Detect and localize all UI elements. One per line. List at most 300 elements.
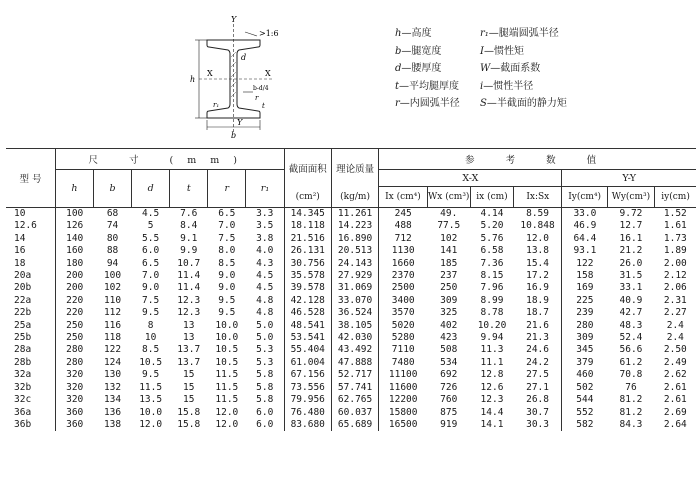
table-cell: 582 bbox=[562, 419, 607, 431]
table-cell: 80 bbox=[106, 232, 119, 244]
table-cell: 18.9 bbox=[526, 294, 549, 306]
cell-model: 25b bbox=[14, 332, 32, 344]
table-cell: 36.524 bbox=[331, 307, 378, 319]
cell-model: 22a bbox=[14, 294, 32, 306]
label-r: r bbox=[255, 94, 259, 102]
table-cell: 33.0 bbox=[562, 208, 607, 221]
table-cell: 47.888 bbox=[331, 357, 378, 369]
table-cell: 100 bbox=[103, 270, 122, 282]
table-cell: 12.6 bbox=[480, 381, 504, 393]
table-cell: 141 bbox=[440, 245, 458, 257]
table-cell: 48.541 bbox=[284, 320, 331, 332]
table-cell: 11600 bbox=[379, 382, 427, 394]
table-cell: 60.037 bbox=[331, 407, 378, 419]
table-cell: 7.0 bbox=[142, 270, 160, 282]
table-cell: 4.5 bbox=[142, 208, 160, 219]
table-cell: 11.5 bbox=[215, 381, 239, 393]
table-cell: 5280 bbox=[379, 332, 427, 344]
table-cell: 112 bbox=[103, 307, 122, 319]
cell-model: 20a bbox=[14, 270, 32, 282]
table-cell: 320 bbox=[55, 369, 93, 381]
table-cell: 12.3 bbox=[177, 307, 201, 319]
table-cell: 12200 bbox=[379, 394, 427, 406]
header-t: t bbox=[170, 170, 208, 208]
table-cell: 33.1 bbox=[619, 282, 643, 294]
table-cell: 1130 bbox=[379, 245, 427, 257]
table-cell: 21.516 bbox=[284, 233, 331, 245]
table-cell: 14.4 bbox=[480, 406, 504, 418]
table-cell: 12.0 bbox=[526, 232, 549, 244]
table-row bbox=[6, 382, 696, 394]
label-x-left: X bbox=[207, 69, 213, 78]
table-cell: 134 bbox=[103, 394, 122, 406]
table-cell: 239 bbox=[562, 307, 607, 319]
table-cell: 6.0 bbox=[256, 406, 274, 418]
table-cell: 88 bbox=[106, 245, 119, 257]
header-wy: Wy(cm³) bbox=[607, 187, 654, 208]
table-cell: 52.717 bbox=[331, 369, 378, 381]
table-cell: 2.50 bbox=[663, 344, 687, 356]
table-cell: 30.3 bbox=[526, 418, 549, 430]
table-cell: 7.6 bbox=[180, 208, 198, 219]
table-cell: 48.3 bbox=[619, 319, 643, 331]
table-cell: 10.848 bbox=[520, 220, 555, 232]
table-cell: 5.8 bbox=[256, 369, 274, 381]
table-cell: 132 bbox=[103, 381, 122, 393]
table-cell: 2.31 bbox=[663, 294, 687, 306]
table-row bbox=[6, 233, 696, 245]
table-cell: 2.61 bbox=[663, 394, 687, 406]
table-cell: 3400 bbox=[379, 295, 427, 307]
table-cell: 84.3 bbox=[619, 418, 643, 430]
table-row bbox=[6, 320, 696, 332]
table-row bbox=[6, 407, 696, 419]
cell-model: 28b bbox=[14, 356, 32, 368]
table-cell: 1.89 bbox=[663, 245, 687, 257]
table-row bbox=[6, 394, 696, 406]
table-cell: 39.578 bbox=[284, 282, 331, 294]
label-t: t bbox=[262, 102, 265, 110]
table-cell: 726 bbox=[440, 381, 458, 393]
cell-model: 32a bbox=[14, 369, 32, 381]
table-cell: 38.105 bbox=[331, 320, 378, 332]
table-cell: 138 bbox=[103, 418, 122, 430]
cell-model: 36b bbox=[14, 418, 32, 430]
table-cell: 76 bbox=[625, 381, 637, 393]
table-cell: 10.5 bbox=[215, 344, 239, 356]
table-cell: 56.6 bbox=[619, 344, 643, 356]
table-cell: 18.118 bbox=[284, 220, 331, 232]
table-cell: 15.8 bbox=[177, 418, 201, 430]
table-cell: 180 bbox=[55, 258, 93, 270]
table-cell: 100 bbox=[55, 208, 93, 221]
table-cell: 7480 bbox=[379, 357, 427, 369]
table-cell: 53.541 bbox=[284, 332, 331, 344]
table-cell: 12.3 bbox=[480, 394, 504, 406]
table-cell: 27.5 bbox=[526, 369, 549, 381]
table-cell: 402 bbox=[440, 319, 458, 331]
table-cell: 15 bbox=[183, 369, 195, 381]
table-cell: 94 bbox=[106, 257, 119, 269]
table-cell: 2.4 bbox=[666, 319, 684, 331]
table-cell: 18.7 bbox=[526, 307, 549, 319]
header-iy-radius: iy(cm) bbox=[655, 187, 696, 208]
table-cell: 6.0 bbox=[256, 418, 274, 430]
table-cell: 55.404 bbox=[284, 344, 331, 356]
label-slope: >1:6 bbox=[259, 29, 279, 38]
legend-item: d—腰厚度 bbox=[395, 63, 442, 74]
table-cell: 4.8 bbox=[256, 307, 274, 319]
table-cell: 122 bbox=[103, 344, 122, 356]
table-cell: 30.756 bbox=[284, 258, 331, 270]
symbol-legend bbox=[395, 25, 695, 140]
table-cell: 7.0 bbox=[218, 220, 236, 232]
table-cell: 10.0 bbox=[215, 332, 239, 344]
table-cell: 9.72 bbox=[619, 208, 643, 219]
table-cell: 76.480 bbox=[284, 407, 331, 419]
table-cell: 280 bbox=[55, 357, 93, 369]
cell-model: 25a bbox=[14, 319, 32, 331]
table-cell: 62.765 bbox=[331, 394, 378, 406]
table-cell: 379 bbox=[562, 357, 607, 369]
table-cell: 14.1 bbox=[480, 418, 504, 430]
table-cell: 1.52 bbox=[663, 208, 687, 219]
table-cell: 8.5 bbox=[142, 344, 160, 356]
table-cell: 17.2 bbox=[526, 270, 549, 282]
table-cell: 250 bbox=[55, 320, 93, 332]
table-cell: 8.0 bbox=[218, 245, 236, 257]
table-cell: 280 bbox=[562, 320, 607, 332]
table-cell: 15 bbox=[183, 381, 195, 393]
table-cell: 16500 bbox=[379, 419, 427, 431]
table-cell: 160 bbox=[55, 245, 93, 257]
table-cell: 61.004 bbox=[284, 357, 331, 369]
header-b: b bbox=[94, 170, 132, 208]
table-cell: 5.8 bbox=[256, 381, 274, 393]
cell-model: 12.6 bbox=[14, 220, 37, 232]
header-xx: X-X bbox=[379, 170, 562, 187]
cell-model: 14 bbox=[14, 232, 26, 244]
table-cell: 225 bbox=[562, 295, 607, 307]
table-cell: 7.96 bbox=[480, 282, 504, 294]
table-cell: 10.0 bbox=[215, 319, 239, 331]
label-r1: r₁ bbox=[213, 101, 220, 109]
table-cell: 8.78 bbox=[480, 307, 504, 319]
table-cell: 21.6 bbox=[526, 319, 549, 331]
table-cell: 65.689 bbox=[331, 419, 378, 431]
table-cell: 9.5 bbox=[142, 369, 160, 381]
table-cell: 21.2 bbox=[619, 245, 643, 257]
table-cell: 534 bbox=[440, 356, 458, 368]
table-cell: 81.2 bbox=[619, 394, 643, 406]
table-row bbox=[6, 220, 696, 232]
table-cell: 6.58 bbox=[480, 245, 504, 257]
cell-model: 36a bbox=[14, 406, 32, 418]
table-cell: 16.1 bbox=[619, 232, 643, 244]
table-cell: 9.0 bbox=[142, 282, 160, 294]
table-cell: 12.0 bbox=[215, 406, 239, 418]
table-cell: 200 bbox=[55, 270, 93, 282]
table-cell: 10.5 bbox=[139, 356, 163, 368]
table-cell: 10.7 bbox=[177, 257, 201, 269]
table-cell: 5.8 bbox=[256, 394, 274, 406]
table-cell: 3.5 bbox=[256, 220, 274, 232]
table-row bbox=[6, 208, 696, 221]
header-d: d bbox=[132, 170, 170, 208]
table-cell: 102 bbox=[440, 232, 458, 244]
legend-item: i—惯性半径 bbox=[480, 80, 534, 92]
table-cell: 8.59 bbox=[526, 208, 549, 219]
table-cell: 14.223 bbox=[331, 220, 378, 232]
table-cell: 12.3 bbox=[177, 294, 201, 306]
table-cell: 4.3 bbox=[256, 257, 274, 269]
table-cell: 13 bbox=[183, 319, 195, 331]
table-cell: 7.5 bbox=[142, 294, 160, 306]
table-cell: 2.62 bbox=[663, 369, 687, 381]
table-row bbox=[6, 307, 696, 319]
table-cell: 67.156 bbox=[284, 369, 331, 381]
table-cell: 320 bbox=[55, 394, 93, 406]
cell-model: 22b bbox=[14, 307, 32, 319]
table-cell: 52.4 bbox=[619, 332, 643, 344]
table-cell: 26.131 bbox=[284, 245, 331, 257]
legend-item: I—惯性矩 bbox=[480, 45, 524, 57]
legend-item: r—内圆弧半径 bbox=[395, 98, 460, 109]
legend-item: t—平均腿厚度 bbox=[395, 80, 460, 92]
table-cell: 15.4 bbox=[526, 257, 549, 269]
table-cell: 2.64 bbox=[663, 418, 687, 430]
table-cell: 250 bbox=[55, 332, 93, 344]
table-cell: 77.5 bbox=[437, 220, 461, 232]
table-cell: 40.9 bbox=[619, 294, 643, 306]
table-cell: 169 bbox=[562, 282, 607, 294]
table-cell: 237 bbox=[440, 270, 458, 282]
table-cell: 5 bbox=[147, 220, 154, 232]
table-cell: 488 bbox=[379, 220, 427, 232]
cell-model: 32c bbox=[14, 394, 32, 406]
table-cell: 10.5 bbox=[215, 356, 239, 368]
table-cell: 5.20 bbox=[480, 220, 504, 232]
legend-column-right bbox=[480, 25, 567, 113]
table-cell: 6.5 bbox=[142, 257, 160, 269]
header-reference: 参 考 数 值 bbox=[379, 149, 696, 170]
table-cell: 10.20 bbox=[477, 319, 507, 331]
table-cell: 11100 bbox=[379, 369, 427, 381]
table-cell: 124 bbox=[103, 356, 122, 368]
header-h: h bbox=[55, 170, 93, 208]
table-cell: 9.0 bbox=[218, 270, 236, 282]
table-cell: 8.15 bbox=[480, 270, 504, 282]
table-cell: 27.1 bbox=[526, 381, 549, 393]
table-cell: 11.4 bbox=[177, 270, 201, 282]
table-cell: 5.76 bbox=[480, 232, 504, 244]
table-cell: 140 bbox=[55, 233, 93, 245]
table-cell: 13.8 bbox=[526, 245, 549, 257]
table-cell: 360 bbox=[55, 407, 93, 419]
table-body bbox=[6, 208, 696, 432]
table-cell: 83.680 bbox=[284, 419, 331, 431]
table-cell: 12.0 bbox=[139, 418, 163, 430]
legend-column-left bbox=[395, 25, 460, 113]
header-area-unit: (cm²) bbox=[284, 187, 331, 208]
table-cell: 9.94 bbox=[480, 332, 504, 344]
table-cell: 7.36 bbox=[480, 257, 504, 269]
table-cell: 43.492 bbox=[331, 344, 378, 356]
table-cell: 3.3 bbox=[256, 208, 274, 219]
table-cell: 502 bbox=[562, 382, 607, 394]
table-cell: 2.4 bbox=[666, 332, 684, 344]
table-cell: 61.2 bbox=[619, 356, 643, 368]
legend-item: r₁—腿端圆弧半径 bbox=[480, 28, 559, 39]
table-cell: 74 bbox=[106, 220, 119, 232]
table-cell: 6.5 bbox=[218, 208, 236, 219]
header-r: r bbox=[208, 170, 246, 208]
header-iy-moment: Iy(cm⁴) bbox=[562, 187, 607, 208]
legend-item: S—半截面的静力矩 bbox=[480, 98, 567, 109]
table-cell: 6.0 bbox=[142, 245, 160, 257]
table-row bbox=[6, 344, 696, 356]
table-cell: 712 bbox=[379, 233, 427, 245]
table-cell: 320 bbox=[55, 382, 93, 394]
table-cell: 9.5 bbox=[218, 307, 236, 319]
table-cell: 26.0 bbox=[619, 257, 643, 269]
table-cell: 2.27 bbox=[663, 307, 687, 319]
table-cell: 12.8 bbox=[480, 369, 504, 381]
table-cell: 16.890 bbox=[331, 233, 378, 245]
table-cell: 919 bbox=[440, 418, 458, 430]
table-cell: 10.0 bbox=[139, 406, 163, 418]
label-y-top: Y bbox=[231, 15, 237, 24]
table-cell: 5.0 bbox=[256, 319, 274, 331]
table-cell: 12.0 bbox=[215, 418, 239, 430]
table-cell: 70.8 bbox=[619, 369, 643, 381]
table-cell: 4.5 bbox=[256, 270, 274, 282]
table-header bbox=[6, 149, 696, 208]
table-cell: 20.513 bbox=[331, 245, 378, 257]
table-cell: 2.00 bbox=[663, 257, 687, 269]
table-cell: 8.5 bbox=[218, 257, 236, 269]
table-cell: 1660 bbox=[379, 258, 427, 270]
table-cell: 309 bbox=[440, 294, 458, 306]
table-cell: 122 bbox=[562, 258, 607, 270]
table-cell: 245 bbox=[379, 208, 427, 221]
table-cell: 2.49 bbox=[663, 356, 687, 368]
table-cell: 309 bbox=[562, 332, 607, 344]
table-cell: 21.3 bbox=[526, 332, 549, 344]
header-r1: r₁ bbox=[246, 170, 284, 208]
legend-item: b—腿宽度 bbox=[395, 45, 442, 57]
table-cell: 13.7 bbox=[177, 344, 201, 356]
table-cell: 11.1 bbox=[480, 356, 504, 368]
table-cell: 11.261 bbox=[331, 208, 378, 221]
table-cell: 9.9 bbox=[180, 245, 198, 257]
table-cell: 35.578 bbox=[284, 270, 331, 282]
table-cell: 110 bbox=[103, 294, 122, 306]
table-cell: 3.8 bbox=[256, 232, 274, 244]
table-cell: 14.345 bbox=[284, 208, 331, 221]
header-mass-unit: (kg/m) bbox=[331, 187, 378, 208]
cell-model: 28a bbox=[14, 344, 32, 356]
table-cell: 7.5 bbox=[218, 232, 236, 244]
table-cell: 64.4 bbox=[562, 233, 607, 245]
table-cell: 5020 bbox=[379, 320, 427, 332]
table-cell: 5.3 bbox=[256, 344, 274, 356]
table-cell: 508 bbox=[440, 344, 458, 356]
table-cell: 26.8 bbox=[526, 394, 549, 406]
table-cell: 9.0 bbox=[218, 282, 236, 294]
table-cell: 15.8 bbox=[177, 406, 201, 418]
table-cell: 5.5 bbox=[142, 232, 160, 244]
table-cell: 2500 bbox=[379, 282, 427, 294]
table-cell: 126 bbox=[55, 220, 93, 232]
table-cell: 220 bbox=[55, 307, 93, 319]
table-cell: 760 bbox=[440, 394, 458, 406]
cell-model: 18 bbox=[14, 257, 26, 269]
table-cell: 460 bbox=[562, 369, 607, 381]
table-cell: 280 bbox=[55, 344, 93, 356]
table-cell: 79.956 bbox=[284, 394, 331, 406]
table-cell: 552 bbox=[562, 407, 607, 419]
table-row bbox=[6, 332, 696, 344]
table-cell: 46.9 bbox=[562, 220, 607, 232]
table-cell: 136 bbox=[103, 406, 122, 418]
table-cell: 875 bbox=[440, 406, 458, 418]
table-cell: 250 bbox=[440, 282, 458, 294]
table-cell: 8.4 bbox=[180, 220, 198, 232]
table-cell: 1.61 bbox=[663, 220, 687, 232]
table-cell: 8.99 bbox=[480, 294, 504, 306]
i-beam-properties-table bbox=[6, 148, 696, 431]
table-cell: 9.5 bbox=[142, 307, 160, 319]
table-cell: 692 bbox=[440, 369, 458, 381]
label-b-d-4: b-d/4 bbox=[253, 85, 269, 92]
table-row bbox=[6, 245, 696, 257]
table-cell: 3570 bbox=[379, 307, 427, 319]
table-cell: 81.2 bbox=[619, 406, 643, 418]
table-cell: 2.61 bbox=[663, 381, 687, 393]
cell-model: 20b bbox=[14, 282, 32, 294]
label-b: b bbox=[231, 131, 237, 140]
cell-model: 10 bbox=[14, 208, 26, 219]
table-cell: 57.741 bbox=[331, 382, 378, 394]
header-ix-moment: Ix (cm⁴) bbox=[379, 187, 427, 208]
header-area: 截面面积 bbox=[284, 149, 331, 187]
table-cell: 5.0 bbox=[256, 332, 274, 344]
table-cell: 360 bbox=[55, 419, 93, 431]
table-cell: 200 bbox=[55, 282, 93, 294]
table-cell: 33.070 bbox=[331, 295, 378, 307]
table-cell: 10 bbox=[144, 332, 157, 344]
header-mass: 理论质量 bbox=[331, 149, 378, 187]
table-cell: 68 bbox=[106, 208, 119, 219]
label-y-bottom: Y bbox=[237, 118, 243, 127]
cell-model: 16 bbox=[14, 245, 26, 257]
table-cell: 49. bbox=[440, 208, 458, 219]
table-row bbox=[6, 282, 696, 294]
table-cell: 118 bbox=[103, 332, 122, 344]
header-wx: Wx (cm³) bbox=[427, 187, 470, 208]
header-model: 型 号 bbox=[6, 149, 55, 208]
table-cell: 185 bbox=[440, 257, 458, 269]
legend-item: W—截面系数 bbox=[480, 63, 541, 74]
table-cell: 4.0 bbox=[256, 245, 274, 257]
table-cell: 46.528 bbox=[284, 307, 331, 319]
table-cell: 11.4 bbox=[177, 282, 201, 294]
label-h: h bbox=[190, 75, 196, 84]
table-row bbox=[6, 295, 696, 307]
table-cell: 4.8 bbox=[256, 294, 274, 306]
table-cell: 2.06 bbox=[663, 282, 687, 294]
